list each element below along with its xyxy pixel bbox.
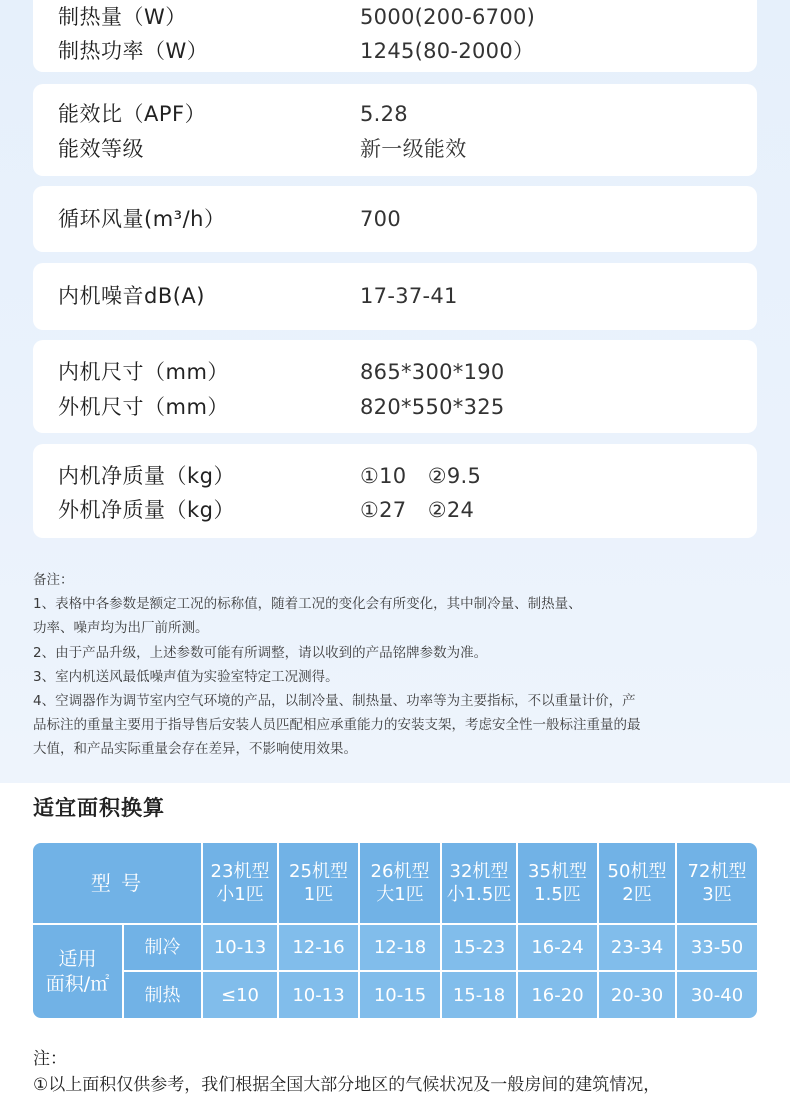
area-value-cell: 20-30	[599, 972, 675, 1018]
remarks-line: 备注：	[33, 572, 74, 588]
area-value-cell: 10-15	[360, 972, 440, 1018]
section-title: 适宜面积换算	[33, 796, 165, 820]
spec-value: ①27 ②24	[360, 498, 475, 522]
remarks-line: 功率、噪声均为出厂前所测。	[33, 620, 209, 637]
spec-label: 循环风量(m³/h）	[58, 207, 226, 231]
spec-label: 内机噪音dB(A)	[58, 284, 205, 308]
area-value-cell: 15-23	[442, 925, 516, 970]
spec-card-noise	[33, 263, 757, 330]
model-size: 3匹	[702, 884, 732, 905]
spec-row	[33, 493, 757, 527]
spec-row	[33, 279, 757, 313]
row-label-cooling: 制冷	[124, 925, 201, 970]
model-size: 小1.5匹	[446, 884, 512, 905]
model-header	[360, 843, 440, 923]
spec-card-airflow	[33, 186, 757, 252]
remarks-line: 品标注的重量主要用于指导售后安装人员匹配相应承重能力的安装支架，考虑安全性一般标注重量的最	[33, 717, 641, 734]
area-value-cell: 12-18	[360, 925, 440, 970]
spec-value: 865*300*190	[360, 360, 505, 384]
model-header	[599, 843, 675, 923]
footer-note-line: ①以上面积仅供参考，我们根据全国大部分地区的气候状况及一般房间的建筑情况，	[33, 1075, 661, 1095]
spec-card-efficiency	[33, 84, 757, 176]
spec-row	[33, 34, 757, 68]
model-header	[442, 843, 516, 923]
spec-value: 5000(200-6700)	[360, 5, 536, 29]
spec-row	[33, 202, 757, 236]
remarks-line: 2、由于产品升级，上述参数可能有所调整，请以收到的产品铭牌参数为准。	[33, 644, 488, 661]
footer-notes	[33, 1046, 773, 1097]
spec-value: ①10 ②9.5	[360, 464, 482, 488]
model-name: 25机型	[289, 861, 348, 882]
area-value-cell: 10-13	[279, 972, 358, 1018]
area-value-cell: 16-24	[518, 925, 597, 970]
model-name: 35机型	[528, 861, 587, 882]
area-conversion-table	[33, 843, 757, 1018]
area-group-label: 适用 面积/㎡	[33, 925, 122, 1018]
model-name: 26机型	[370, 861, 430, 882]
model-header	[677, 843, 757, 923]
model-size: 2匹	[622, 884, 652, 905]
spec-label: 外机净质量（kg）	[58, 498, 235, 522]
remarks-line: 4、空调器作为调节室内空气环境的产品，以制冷量、制热量、功率等为主要指标，不以重量计价，产	[33, 693, 636, 710]
spec-value: 700	[360, 207, 401, 231]
area-value-cell: 16-20	[518, 972, 597, 1018]
area-value-cell: 23-34	[599, 925, 675, 970]
model-header	[203, 843, 277, 923]
spec-value: 新一级能效	[360, 137, 467, 161]
spec-value: 1245(80-2000）	[360, 39, 535, 63]
model-name: 50机型	[607, 861, 667, 882]
spec-label: 外机尺寸（mm）	[58, 395, 229, 419]
model-name: 23机型	[210, 861, 270, 882]
spec-row	[33, 355, 757, 389]
area-value-cell: 30-40	[677, 972, 757, 1018]
spec-card-weight	[33, 444, 757, 538]
spec-label: 内机净质量（kg）	[58, 464, 235, 488]
spec-row	[33, 132, 757, 166]
area-value-cell: 15-18	[442, 972, 516, 1018]
area-value-cell: 33-50	[677, 925, 757, 970]
model-size: 1.5匹	[534, 884, 581, 905]
spec-card-dimensions	[33, 340, 757, 433]
remarks	[33, 568, 763, 762]
spec-value: 17-37-41	[360, 284, 458, 308]
spec-row	[33, 390, 757, 424]
model-header	[518, 843, 597, 923]
footer-note-line: 注：	[33, 1049, 67, 1069]
model-size: 小1匹	[216, 884, 264, 905]
model-header-label: 型 号	[33, 843, 201, 923]
spec-label: 制热功率（W）	[58, 39, 209, 63]
area-value-cell: ≤10	[203, 972, 277, 1018]
model-name: 32机型	[449, 861, 509, 882]
remarks-line: 3、室内机送风最低噪声值为实验室特定工况测得。	[33, 668, 339, 685]
remarks-line: 大值，和产品实际重量会存在差异，不影响使用效果。	[33, 741, 357, 758]
model-name: 72机型	[687, 861, 747, 882]
model-size: 1匹	[303, 884, 334, 905]
remarks-line: 1、表格中各参数是额定工况的标称值，随着工况的变化会有所变化，其中制冷量、制热量、	[33, 596, 582, 613]
spec-label: 能效等级	[58, 137, 144, 161]
spec-label: 能效比（APF）	[58, 102, 207, 126]
area-value-cell: 12-16	[279, 925, 358, 970]
spec-row	[33, 97, 757, 131]
spec-label: 内机尺寸（mm）	[58, 360, 229, 384]
spec-row	[33, 0, 757, 34]
spec-label: 制热量（W）	[58, 5, 187, 29]
spec-value: 5.28	[360, 102, 408, 126]
spec-card-heating	[33, 0, 757, 72]
spec-row	[33, 459, 757, 493]
row-label-heating: 制热	[124, 972, 201, 1018]
area-value-cell: 10-13	[203, 925, 277, 970]
model-size: 大1匹	[376, 884, 424, 905]
spec-value: 820*550*325	[360, 395, 505, 419]
model-header	[279, 843, 358, 923]
